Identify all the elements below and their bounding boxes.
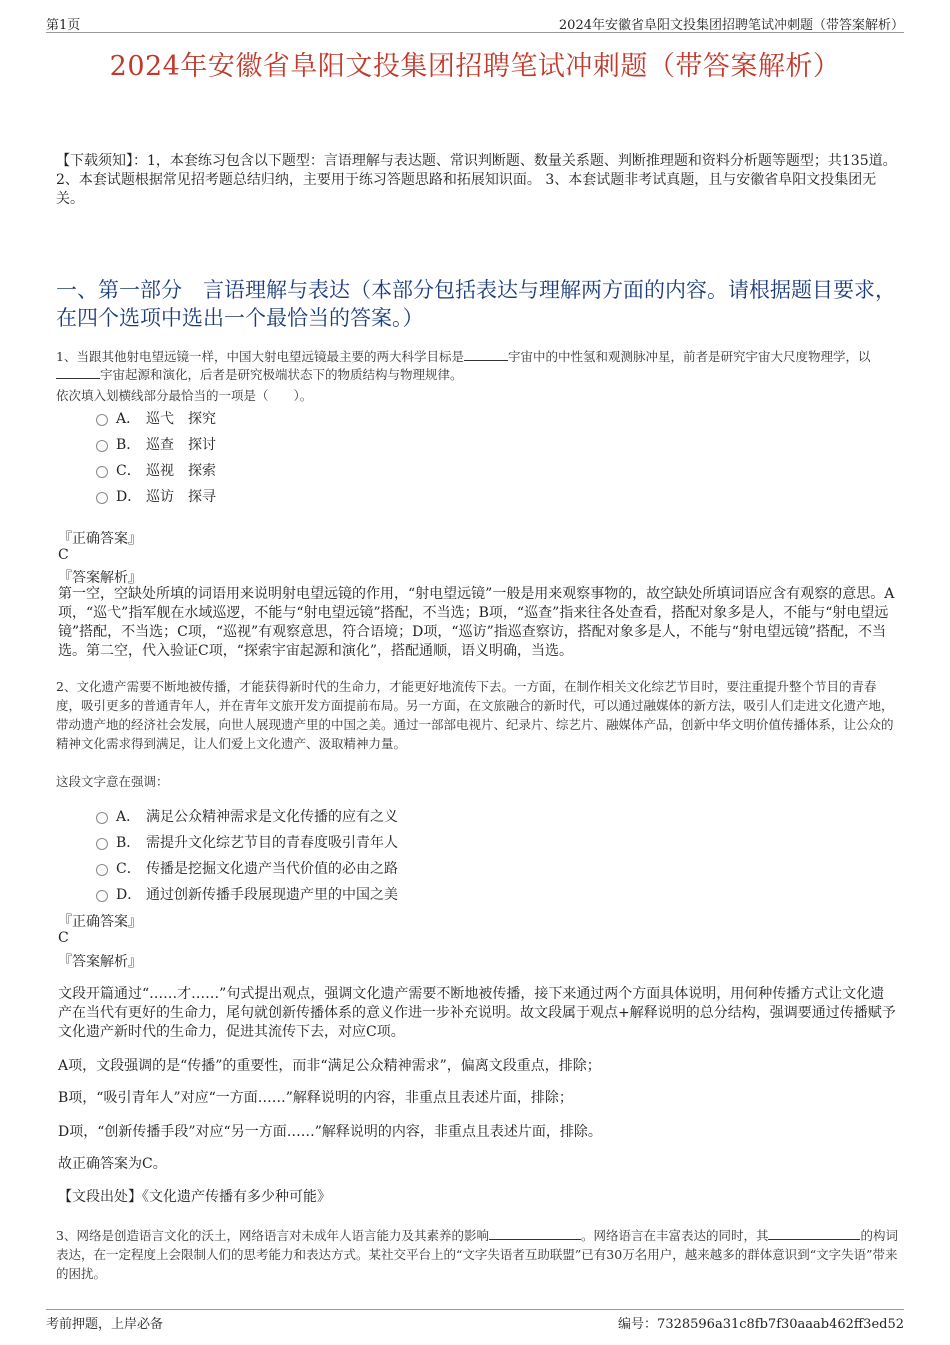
option-letter: B． [116,835,141,851]
option-a[interactable] [96,803,398,829]
analysis-label: 『答案解析』 [58,570,142,586]
section-heading: 一、第一部分 言语理解与表达（本部分包括表达与理解两方面的内容。请根据题目要求，在四个选项中选出一个最恰当的答案。） [56,278,896,330]
radio-icon[interactable] [96,812,108,824]
answer-label: 『正确答案』 [58,914,142,930]
answer-blank [464,348,508,361]
answer-value: C [58,930,69,946]
option-text: 巡视 探索 [146,463,216,479]
question-3-stem-part-a: 3、网络是创造语言文化的沃土，网络语言对未成年人语言能力及其素养的影响 [56,1228,489,1243]
answer-blank [489,1227,581,1240]
radio-icon[interactable] [96,492,108,504]
option-letter: A． [116,809,141,825]
option-text: 需提升文化综艺节目的青春度吸引青年人 [146,835,398,851]
answer-blank [768,1227,860,1240]
option-text: 巡访 探寻 [146,489,216,505]
download-notice: 【下载须知】：1，本套练习包含以下题型：言语理解与表达题、常识判断题、数量关系题、判断推理题和资料分析题等题型；共135道。 2、本套试题根据常见招考题总结归纳，主要用于练习答题思路和拓展知识面。 3、本套试题非考试真题，且与安徽省阜阳文投集团无关。 [56,153,897,207]
header-divider [46,32,904,33]
analysis-label: 『答案解析』 [58,954,142,970]
option-text: 满足公众精神需求是文化传播的应有之义 [146,809,398,825]
option-letter: B． [116,437,141,453]
option-letter: C． [116,861,141,877]
radio-icon[interactable] [96,890,108,902]
option-b[interactable] [96,431,216,457]
question-2-stem: 2、文化遗产需要不断地被传播，才能获得新时代的生命力，才能更好地流传下去。一方面，在制作相关文化综艺节目时，要注重提升整个节目的青春度，吸引更多的普通青年人，并在青年文旅开发方面提前布局。另一方面，在文旅融合的新时代，可以通过融媒体的新方法，吸引人们走进文化遗产地，带动遗产地的经济社会发展，向世人展现遗产里的中国之美。通过一部部电视片、纪录片、综艺片、融媒体产品，创新中华文明价值传播体系，让公众的精神文化需求得到满足，让人们爱上文化遗产、汲取精神力量。 [56,679,894,751]
analysis-text: 故正确答案为C。 [58,1156,167,1172]
header-doc-title: 2024年安徽省阜阳文投集团招聘笔试冲刺题（带答案解析） [558,18,904,33]
question-1-options [96,405,216,509]
option-letter: D． [116,489,142,505]
option-letter: A． [116,411,141,427]
question-3-stem-part-c: 的构词表达，在一定程度上会限制人们的思考能力和表达方式。某社交平台上的“文字失语者互助联盟”已有30万名用户，越来越多的群体意识到“文字失语”带来的困扰。 [56,1228,898,1281]
question-1-stem-part-c: 宇宙起源和演化，后者是研究极端状态下的物质结构与物理规律。 [100,367,463,382]
radio-icon[interactable] [96,864,108,876]
question-2-options [96,803,398,907]
option-text: 传播是挖掘文化遗产当代价值的必由之路 [146,861,398,877]
footer-divider [46,1309,904,1310]
question-2-prompt: 这段文字意在强调： [56,774,169,789]
radio-icon[interactable] [96,466,108,478]
page-title: 2024年安徽省阜阳文投集团招聘笔试冲刺题（带答案解析） [109,51,841,82]
radio-icon[interactable] [96,440,108,452]
analysis-text: 第一空，空缺处所填的词语用来说明射电望远镜的作用，“射电望远镜”一般是用来观察事物的，故空缺处所填词语应含有观察的意思。A项，“巡弋”指军舰在水域巡逻，不能与“射电望远镜”搭配，不当选；B项，“巡查”指来往各处查看，搭配对象多是人，不能与“射电望远镜”搭配，不当选；C项，“巡视”有观察意思，符合语境；D项，“巡访”指巡查察访，搭配对象多是人，不能与“射电望远镜”搭配，不当选。第二空，代入验证C项，“探索宇宙起源和演化”，搭配通顺，语义明确，当选。 [58,586,895,659]
option-c[interactable] [96,855,398,881]
answer-value: C [58,547,69,563]
option-text: 通过创新传播手段展现遗产里的中国之美 [146,887,398,903]
option-text: 巡查 探讨 [146,437,216,453]
analysis-text: 文段开篇通过“……才……”句式提出观点，强调文化遗产需要不断地被传播，接下来通过两个方面具体说明，用何种传播方式让文化遗产在当代有更好的生命力，尾句就创新传播体系的意义作进一步补充说明。故文段属于观点+解释说明的总分结构，强调要通过传播赋予文化遗产新时代的生命力，促进其流传下去，对应C项。 [58,986,896,1040]
question-1-stem-part-b: 宇宙中的中性氢和观测脉冲星，前者是研究宇宙大尺度物理学，以 [507,349,871,364]
footer-serial: 编号：7328596a31c8fb7f30aaab462ff3ed52 [618,1317,904,1332]
option-letter: D． [116,887,142,903]
question-3-stem [56,1226,898,1283]
option-text: 巡弋 探究 [146,411,216,427]
source-citation: 【文段出处】《文化遗产传播有多少种可能》 [58,1189,331,1205]
radio-icon[interactable] [96,414,108,426]
answer-blank [56,366,100,379]
question-3-stem-part-b: 。网络语言在丰富表达的同时，其 [580,1228,769,1243]
option-d[interactable] [96,881,398,907]
page-number: 第1页 [46,18,81,33]
question-1-prompt: 依次填入划横线部分最恰当的一项是（ ）。 [56,388,313,403]
question-1-stem [56,348,898,384]
analysis-text: B项，“吸引青年人”对应“一方面……”解释说明的内容，非重点且表述片面，排除； [58,1090,573,1106]
option-c[interactable] [96,457,216,483]
analysis-text: A项，文段强调的是“传播”的重要性，而非“满足公众精神需求”，偏离文段重点，排除； [58,1058,601,1074]
option-d[interactable] [96,483,216,509]
option-a[interactable] [96,405,216,431]
option-b[interactable] [96,829,398,855]
radio-icon[interactable] [96,838,108,850]
footer-slogan: 考前押题，上岸必备 [46,1317,164,1332]
question-1-stem-part-a: 1、当跟其他射电望远镜一样，中国大射电望远镜最主要的两大科学目标是 [56,349,464,364]
analysis-text: D项，“创新传播手段”对应“另一方面……”解释说明的内容，非重点且表述片面，排除。 [58,1124,602,1140]
option-letter: C． [116,463,141,479]
answer-label: 『正确答案』 [58,531,142,547]
